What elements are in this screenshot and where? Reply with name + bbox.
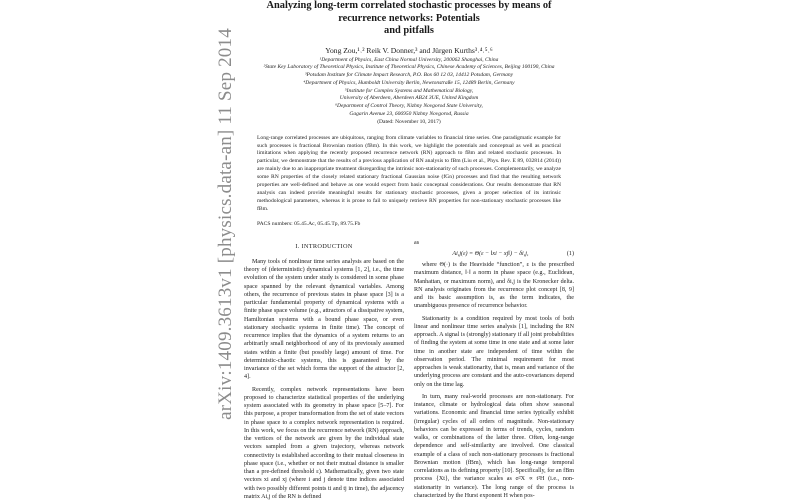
right-column [414,239,574,501]
author-list: Yong Zou,¹˒² Reik V. Donner,³ and Jürgen Kurths³˒⁴˒⁵˒⁶ [325,45,493,55]
affiliation-line: Gagarin Avenue 23, 606950 Nizhny Novgorod, Russia [349,111,469,118]
arxiv-sidebar-stamp [214,4,238,444]
paper-page [244,0,574,501]
body-paragraph: Many tools of nonlinear time series analysis are based on the theory of (deterministic) dynamical systems [1, 2], i.e., the time evolution of the system under study is considered in some phase space spanned by the relevant dynamical variables. Among others, the recurrence of previous states in phase space [3] is a particular fundamental property of dynamical systems with a finite phase space volume (e.g., attractors of a dissipative system, Hamiltonian systems with a bound phase space, or even stationary stochastic systems in finite time). The concept of recurrence implies that the dynamics of a system returns to an arbitrarily small neighborhood of any of its previously assumed states within a finite (but possibly large) amount of time. For deterministic-chaotic systems, this is guaranteed by the invariance of the set which forms the support of the attractor [2, 4]. [244,258,404,381]
affiliation-line: University of Aberdeen, Aberdeen AB24 3UE, United Kingdom [339,95,479,102]
affiliation-line: ⁶Department of Control Theory, Nizhny Novgorod State University, [335,103,483,110]
equation-body: Ai,j(ε) = Θ(ε − ‖xi − xj‖) − δi,j, [452,250,529,257]
affiliation-line: ¹Department of Physics, East China Normal University, 200062 Shanghai, China [319,56,499,63]
body-paragraph: Recently, complex network representations have been proposed to characterize statistical properties of the underlying system associated with its geometry in phase space [5–7]. For this purpose, a proper transformation from the set of state vectors in phase space to a complex network representation is required. In this work, we focus on the recurrence network (RN) approach, the vertices of the network are given by the individual state vectors sampled from a given trajectory, whereas network connectivity is established according to their mutual closeness in phase space (i.e., whether or not their mutual distance is smaller than a pre-defined threshold ε). Mathematically, given two state vectors xi and xj (where i and j denote time indices associated with two possibly different points ti and tj in time), the adjacency matrix Ai,j of the RN is defined [244,386,404,500]
arxiv-identifier: arXiv:1409.3613v1 [physics.data-an] 11 Sep 2014 [215,28,236,420]
affiliation-line: ³Potsdam Institute for Climate Impact Research, P.O. Box 60 12 03, 14412 Potsdam, Germany [304,72,514,79]
abstract: Long-range correlated processes are ubiquitous, ranging from climate variables to financial time series. One paradigmatic example for such processes is fractional Brownian motion (fBm). In this work, we highlight the potentials and conceptual as well as practical limitations when applying the recently proposed recurrence network (RN) approach to fBm and related stochastic processes. In particular, we demonstrate that the results of a previous application of RN analysis to fBm (Liu et al., Phys. Rev. E 89, 032814 (2014)) are mainly due to an inappropriate treatment disregarding the intrinsic non-stationarity of such processes. Complementarily, we analyze some RN properties of the closely related stationary fractional Gaussian noise (fGn) processes and find that the resulting network properties are well-defined and behave as one would expect from basic conceptual considerations. Our results demonstrate that RN analysis can indeed provide meaningful results for stationary stochastic processes, given a proper selection of its intrinsic methodological parameters, whereas it is prone to fail to uniquely retrieve RN properties for non-stationary stochastic processes like fBm. [257,134,561,212]
equation-lead-word: as [414,239,420,246]
two-column-body [244,239,574,501]
body-paragraph: Stationarity is a condition required by most tools of both linear and nonlinear time series analysis [1], including the RN approach. A signal is (strongly) stationary if all joint probabilities of finding the system at some time in one state and at some later time in another state are independent of time within the observation period. The minimal requirement for most approaches is weak stationarity, that is, mean and variance of the underlying process are constant and the auto-covariances depend only on the time lag. [414,315,574,388]
affiliation-line: ⁵Institute for Complex Systems and Mathematical Biology, [344,87,474,94]
equation-number: (1) [566,250,574,257]
title-line-1: Analyzing long-term correlated stochastic processes by means of recurrence networks: Potentials [266,0,552,24]
body-paragraph: where Θ(·) is the Heaviside “function”, ε is the prescribed maximum distance, ‖·‖ a norm in phase space (e.g., Euclidean, Manhattan, or maximum norm), and δi,j is the Kronecker delta. RN analysis originates from the recurrence plot concept [8, 9] and its basic assumption is, as the term indicates, the unambiguous presence of recurrence behavior. [414,262,574,310]
affiliation-line: ⁴Department of Physics, Humboldt University Berlin, Newtonstraße 15, 12489 Berlin, Germany [303,79,515,86]
section-heading-introduction: I. INTRODUCTION [295,242,353,250]
title-line-2: and pitfalls [384,25,434,36]
date-line: (Dated: November 10, 2017) [377,118,441,125]
left-column [244,239,404,501]
equation-1 [414,250,574,258]
affiliations [244,57,574,119]
paper-title [244,0,574,38]
body-paragraph: In turn, many real-world processes are non-stationary. For instance, climate or hydrological data often show seasonal variations. Economic and financial time series typically exhibit (irregular) cycles of all orders of magnitude. Non-stationary behaviors can be expressed in terms of trends, cycles, random walks, or combinations of the latter three. Often, long-range dependence and self-similarity are involved. One classical example of a class of such non-stationary processes is fractional Brownian motion (fBm), which has long-range temporal correlations as its defining property [10]. Specifically, for an fBm process {Xt}, the variance scales as σ²X ∝ t²H (i.e., non-stationarity in variance). The long range of the process is characterized by the Hurst exponent H when pos- [414,393,574,499]
pacs-numbers: PACS numbers: 05.45.Ac, 05.45.Tp, 89.75.Fb [257,220,361,227]
affiliation-line: ²State Key Laboratory of Theoretical Physics, Institute of Theoretical Physics, Chinese Academy of Sciences, Beijing 100190, China [263,64,555,71]
